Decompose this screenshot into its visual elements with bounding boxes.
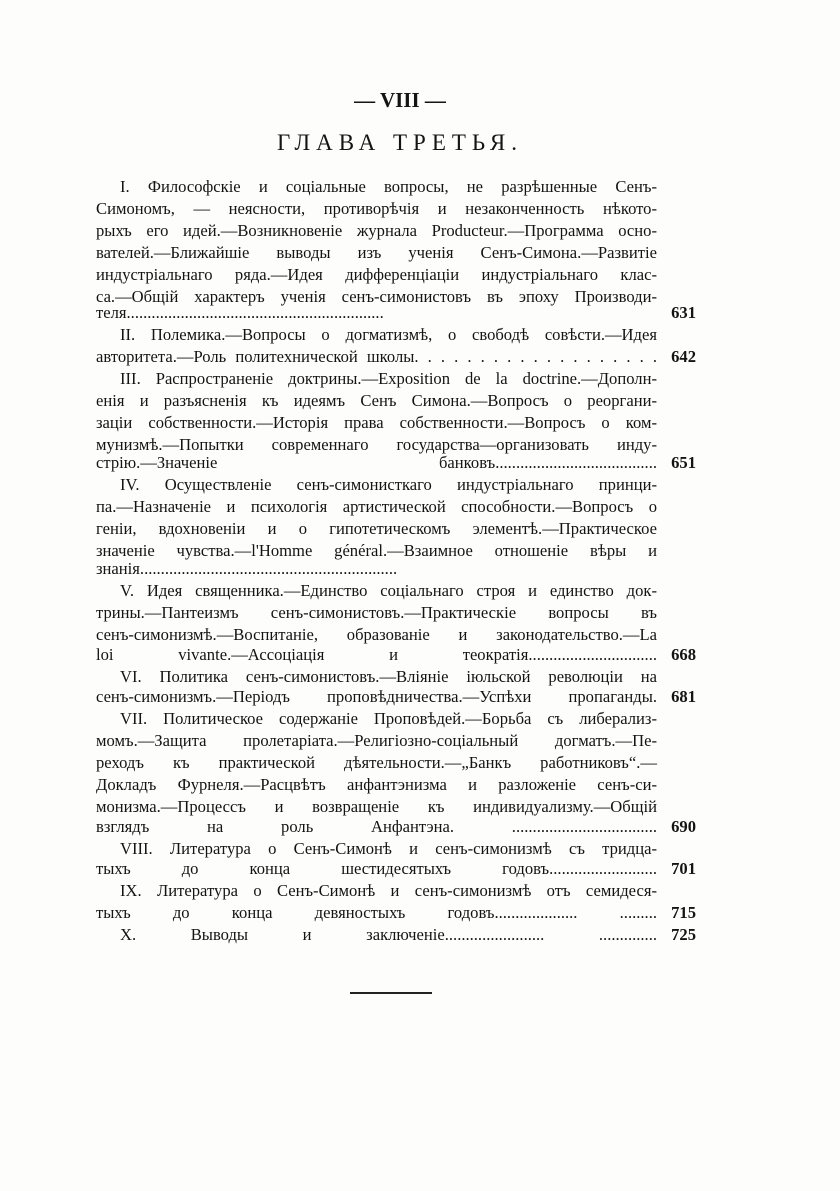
toc-line: вателей.—Ближайшіе выводы изъ ученія Сенъ-Симона.—Развитіе	[96, 243, 657, 262]
toc-line: тыхъ до конца шестидесятыхъ годовъ..........................	[96, 859, 657, 878]
toc-line: са.—Общій характеръ ученія сенъ-симонистовъ въ эпоху Производи-	[96, 287, 657, 306]
toc-line: IV. Осуществленіе сенъ-симонисткаго индустріальнаго принци-	[120, 475, 657, 494]
toc-line: геніи, вдохновеніи и о гипотетическомъ элементѣ.—Практическое	[96, 519, 657, 538]
toc-line: VII. Политическое содержаніе Проповѣдей.—Борьба съ либерализ-	[120, 709, 657, 728]
toc-line: II. Полемика.—Вопросы о догматизмѣ, о свободѣ совѣсти.—Идея	[120, 325, 657, 344]
toc-line: теля..............................................................	[96, 303, 384, 322]
page-ref: 631	[671, 303, 696, 322]
toc-line: трины.—Пантеизмъ сенъ-симонистовъ.—Практическіе вопросы въ	[96, 603, 657, 622]
toc-line: авторитета.—Роль политехнической школы. . . . . . . . . . . . . . . . . . .	[96, 347, 657, 366]
page-ref: 715	[671, 903, 696, 922]
horizontal-rule	[350, 992, 432, 994]
toc-line: па.—Назначеніе и психологія артистической способности.—Вопросъ о	[96, 497, 657, 516]
page-ref: 690	[671, 817, 696, 836]
toc-line: тыхъ до конца девяностыхъ годовъ.................... .........	[96, 903, 657, 922]
toc-line: знанія..............................................................	[96, 559, 398, 578]
toc-line: мунизмѣ.—Попытки современнаго государства—организовать инду-	[96, 435, 657, 454]
toc-line: енія и разъясненія къ идеямъ Сенъ Симона.—Вопросъ о реоргани-	[96, 391, 657, 410]
page-number: — VIII —	[354, 88, 446, 112]
toc-line: loi vivante.—Ассоціація и теократія...............................	[96, 645, 657, 664]
toc-line: значеніе чувства.—l'Homme général.—Взаимное отношеніе вѣры и	[96, 541, 657, 560]
toc-line: заціи собственности.—Исторія права собственности.—Вопросъ о ком-	[96, 413, 657, 432]
chapter-title: ГЛАВА ТРЕТЬЯ.	[276, 130, 524, 155]
toc-line: V. Идея священника.—Единство соціальнаго строя и единство док-	[120, 581, 657, 600]
page-ref: 701	[671, 859, 696, 878]
toc-line: I. Философскіе и соціальные вопросы, не разрѣшенные Сенъ-	[120, 177, 657, 196]
toc-line: VI. Политика сенъ-симонистовъ.—Вліяніе іюльской революціи на	[120, 667, 657, 686]
page-ref: 725	[671, 925, 696, 944]
toc-line: взглядъ на роль Анфантэна. ...................................	[96, 817, 657, 836]
toc-line: сенъ-симонизмъ.—Періодъ проповѣдничества.—Успѣхи пропаганды.	[96, 687, 657, 706]
toc-line: Докладъ Фурнеля.—Расцвѣтъ анфантэнизма и разложеніе сенъ-си-	[96, 775, 657, 794]
page-ref: 668	[671, 645, 696, 664]
toc-line: монизма.—Процессъ и возвращеніе къ индивидуализму.—Общій	[96, 797, 657, 816]
toc-line: сенъ-симонизмѣ.—Воспитаніе, образованіе и законодательство.—La	[96, 625, 657, 644]
page-ref: 681	[671, 687, 696, 706]
toc-line: III. Распространеніе доктрины.—Exposition de la doctrine.—Дополн-	[120, 369, 657, 388]
toc-line: X. Выводы и заключеніе........................ ..............	[120, 925, 657, 944]
toc-line: рыхъ его идей.—Возникновеніе журнала Producteur.—Программа осно-	[96, 221, 657, 240]
page-ref: 651	[671, 453, 696, 472]
toc-line: реходъ къ практической дѣятельности.—„Банкъ работниковъ“.—	[96, 753, 657, 772]
toc-line: IX. Литература о Сенъ-Симонѣ и сенъ-симонизмѣ отъ семидеся-	[120, 881, 657, 900]
page-ref: 642	[671, 347, 696, 366]
toc-line: индустріальнаго ряда.—Идея дифференціаціи индустріальнаго клас-	[96, 265, 657, 284]
toc-line: VIII. Литература о Сенъ-Симонѣ и сенъ-симонизмѣ съ тридца-	[120, 839, 657, 858]
toc-line: стрію.—Значеніе банковъ.......................................	[96, 453, 657, 472]
toc-line: Симономъ, — неясности, противорѣчія и незаконченность нѣкото-	[96, 199, 657, 218]
toc-line: момъ.—Защита пролетаріата.—Религіозно-соціальный догматъ.—Пе-	[96, 731, 657, 750]
